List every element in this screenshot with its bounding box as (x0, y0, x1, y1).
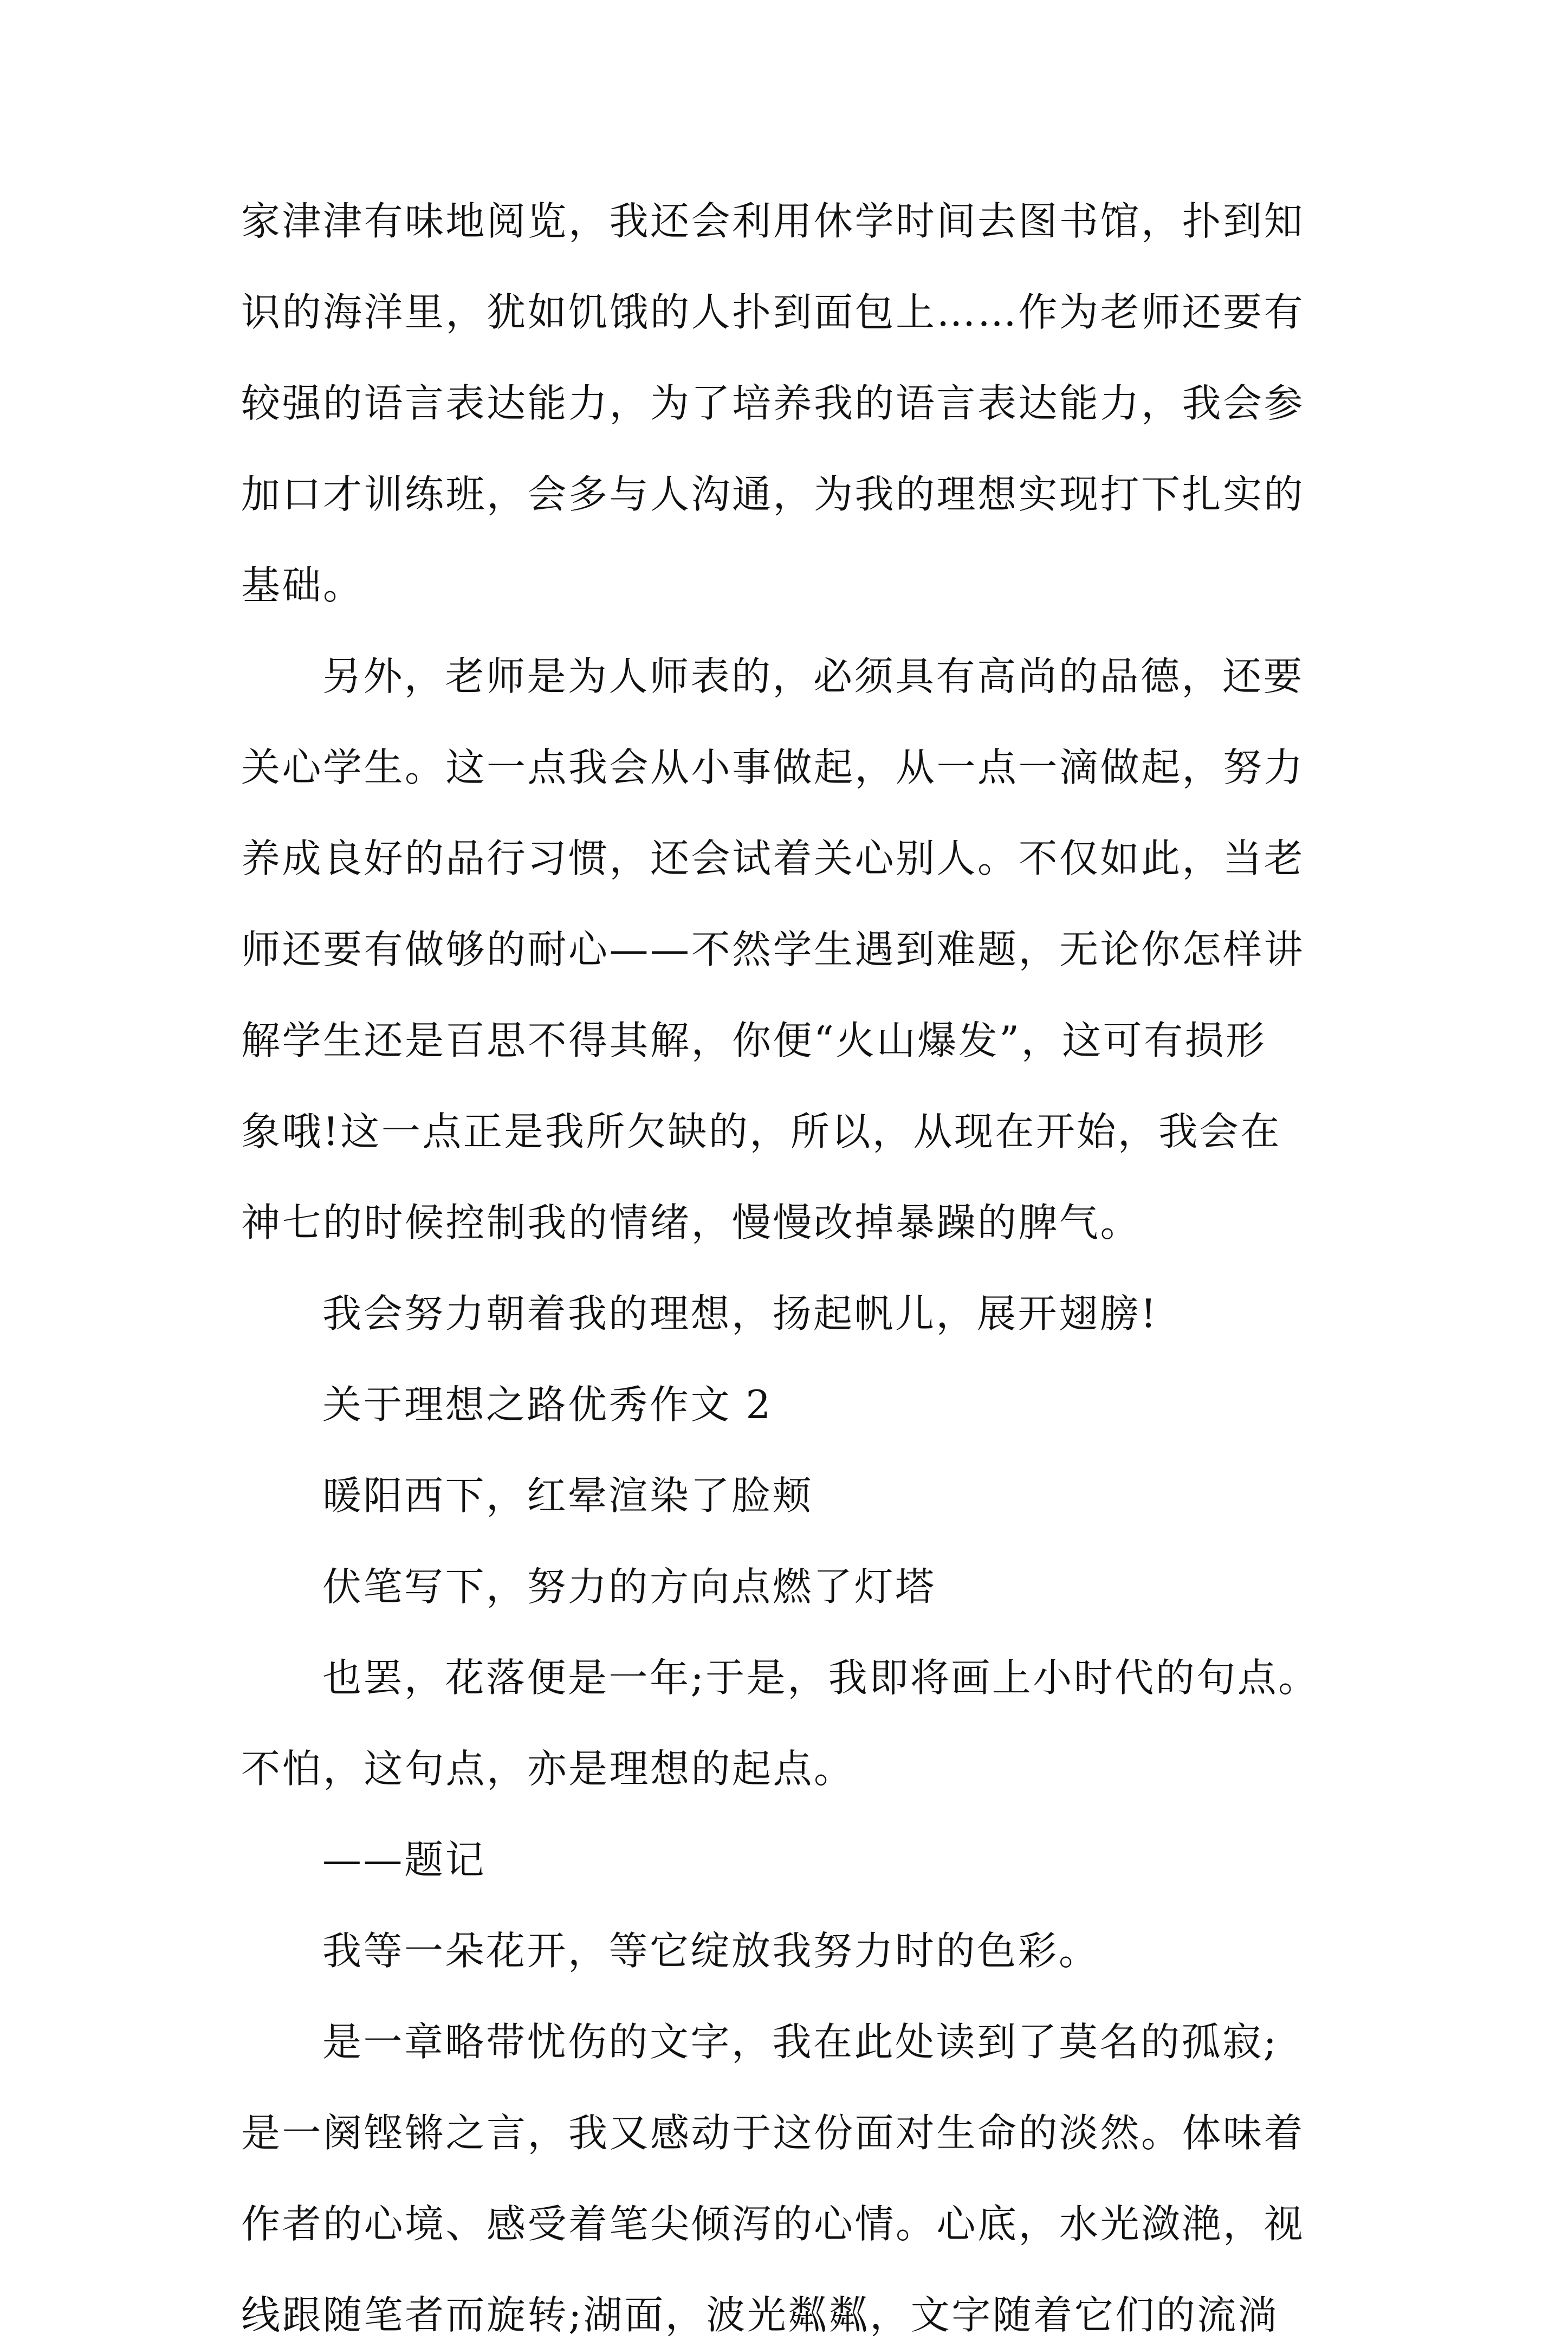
paragraph-start-line: 是一章略带忧伤的文字，我在此处读到了莫名的孤寂; (322, 2019, 1279, 2065)
text-line: 关心学生。这一点我会从小事做起，从一点一滴做起，努力 (241, 745, 1305, 790)
paragraph-start-line: 我会努力朝着我的理想，扬起帆儿，展开翅膀! (322, 1291, 1158, 1336)
text-line: 养成良好的品行习惯，还会试着关心别人。不仅如此，当老 (241, 836, 1305, 881)
section-title: 关于理想之路优秀作文 2 (322, 1382, 773, 1427)
text-line: 不怕，这句点，亦是理想的起点。 (241, 1746, 855, 1792)
text-line: 家津津有味地阅览，我还会利用休学时间去图书馆，扑到知 (241, 198, 1305, 244)
text-line: 线跟随笔者而旋转;湖面，波光粼粼，文字随着它们的流淌 (241, 2292, 1279, 2338)
text-line: 加口才训练班，会多与人沟通，为我的理想实现打下扎实的 (241, 471, 1305, 517)
text-line: 解学生还是百思不得其解，你便“火山爆发”，这可有损形 (241, 1018, 1267, 1063)
poem-line: 暖阳西下，红晕渲染了脸颊 (322, 1473, 814, 1518)
text-line: 识的海洋里，犹如饥饿的人扑到面包上……作为老师还要有 (241, 289, 1305, 335)
text-line: 是一阕铿锵之言，我又感动于这份面对生命的淡然。体味着 (241, 2110, 1305, 2156)
text-line: 象哦!这一点正是我所欠缺的，所以，从现在开始，我会在 (241, 1109, 1281, 1154)
paragraph-start-line: 我等一朵花开，等它绽放我努力时的色彩。 (322, 1928, 1100, 1974)
text-line: 较强的语言表达能力，为了培养我的语言表达能力，我会参 (241, 380, 1305, 426)
paragraph-start-line: 也罢，花落便是一年;于是，我即将画上小时代的句点。 (322, 1655, 1319, 1700)
text-line: 神七的时候控制我的情绪，慢慢改掉暴躁的脾气。 (241, 1200, 1142, 1245)
epigraph-attribution: ——题记 (322, 1837, 487, 1883)
poem-line: 伏笔写下，努力的方向点燃了灯塔 (322, 1564, 936, 1609)
paragraph-start-line: 另外，老师是为人师表的，必须具有高尚的品德，还要 (322, 654, 1305, 699)
text-line: 师还要有做够的耐心——不然学生遇到难题，无论你怎样讲 (241, 927, 1305, 972)
text-line: 基础。 (241, 562, 364, 608)
text-line: 作者的心境、感受着笔尖倾泻的心情。心底，水光潋滟，视 (241, 2201, 1305, 2247)
